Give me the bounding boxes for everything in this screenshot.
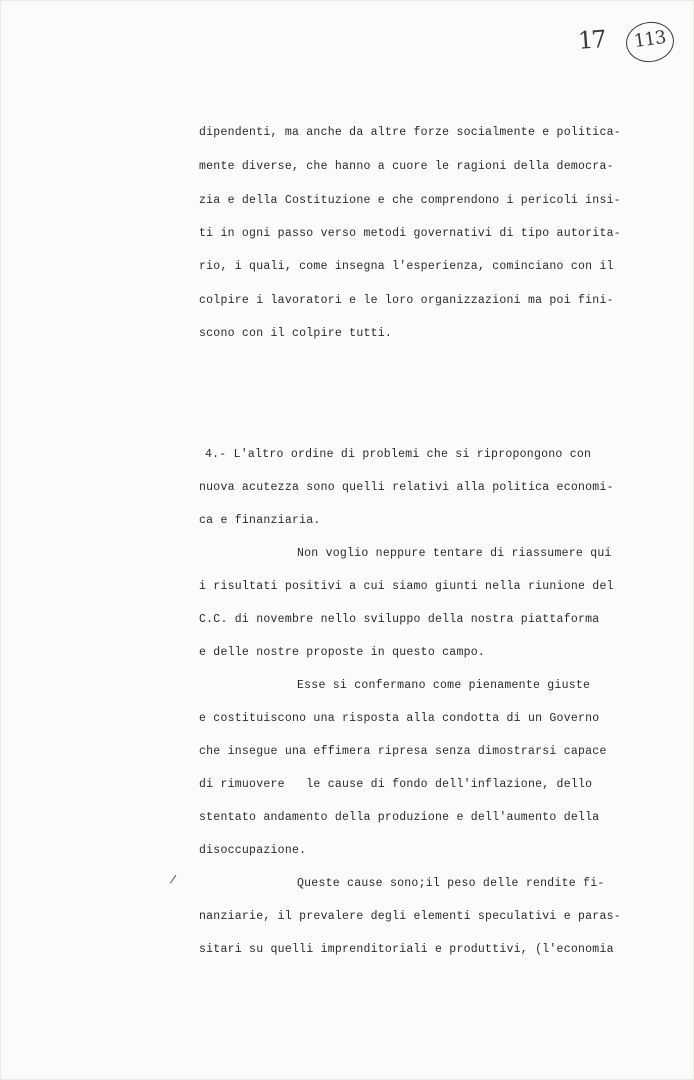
text-line: che insegue una effimera ripresa senza dimostrarsi capace	[199, 745, 607, 758]
text-line: e delle nostre proposte in questo campo.	[199, 646, 486, 659]
text-line: stentato andamento della produzione e dell'aumento della	[199, 811, 600, 824]
indented-text-line: Queste cause sono;il peso delle rendite fi-	[297, 877, 605, 890]
text-line: disoccupazione.	[199, 844, 307, 857]
text-line: i risultati positivi a cui siamo giunti nella riunione del	[199, 580, 614, 593]
indented-text-line: Non voglio neppure tentare di riassumere qui	[297, 547, 612, 560]
text-line: di rimuovere le cause di fondo dell'inflazione, dello	[199, 778, 593, 791]
indented-text-line: Esse si confermano come pienamente giuste	[297, 679, 591, 692]
text-line: rio, i quali, come insegna l'esperienza, cominciano con il	[199, 260, 614, 273]
stamp-number: 113	[632, 26, 667, 53]
text-line: mente diverse, che hanno a cuore le ragioni della democra-	[199, 160, 614, 173]
pen-mark	[170, 875, 181, 887]
text-line: ca e finanziaria.	[199, 514, 321, 527]
text-line: zia e della Costituzione e che comprendono i pericoli insi-	[199, 194, 621, 207]
text-line: nuova acutezza sono quelli relativi alla politica economi-	[199, 481, 614, 494]
circled-stamp	[623, 19, 676, 65]
text-line: ti in ogni passo verso metodi governativi di tipo autorita-	[199, 227, 621, 240]
text-line: C.C. di novembre nello sviluppo della nostra piattaforma	[199, 613, 600, 626]
handwritten-page-number: 17	[577, 25, 606, 55]
text-line: colpire i lavoratori e le loro organizzazioni ma poi fini-	[199, 294, 614, 307]
text-line: nanziarie, il prevalere degli elementi speculativi e paras-	[199, 910, 621, 923]
text-line: dipendenti, ma anche da altre forze socialmente e politica-	[199, 126, 621, 139]
section-heading-line: 4.- L'altro ordine di problemi che si ripropongono con	[205, 448, 592, 461]
text-line: scono con il colpire tutti.	[199, 327, 393, 340]
text-line: e costituiscono una risposta alla condotta di un Governo	[199, 712, 600, 725]
text-line: sitari su quelli imprenditoriali e produttivi, (l'economia	[199, 943, 614, 956]
